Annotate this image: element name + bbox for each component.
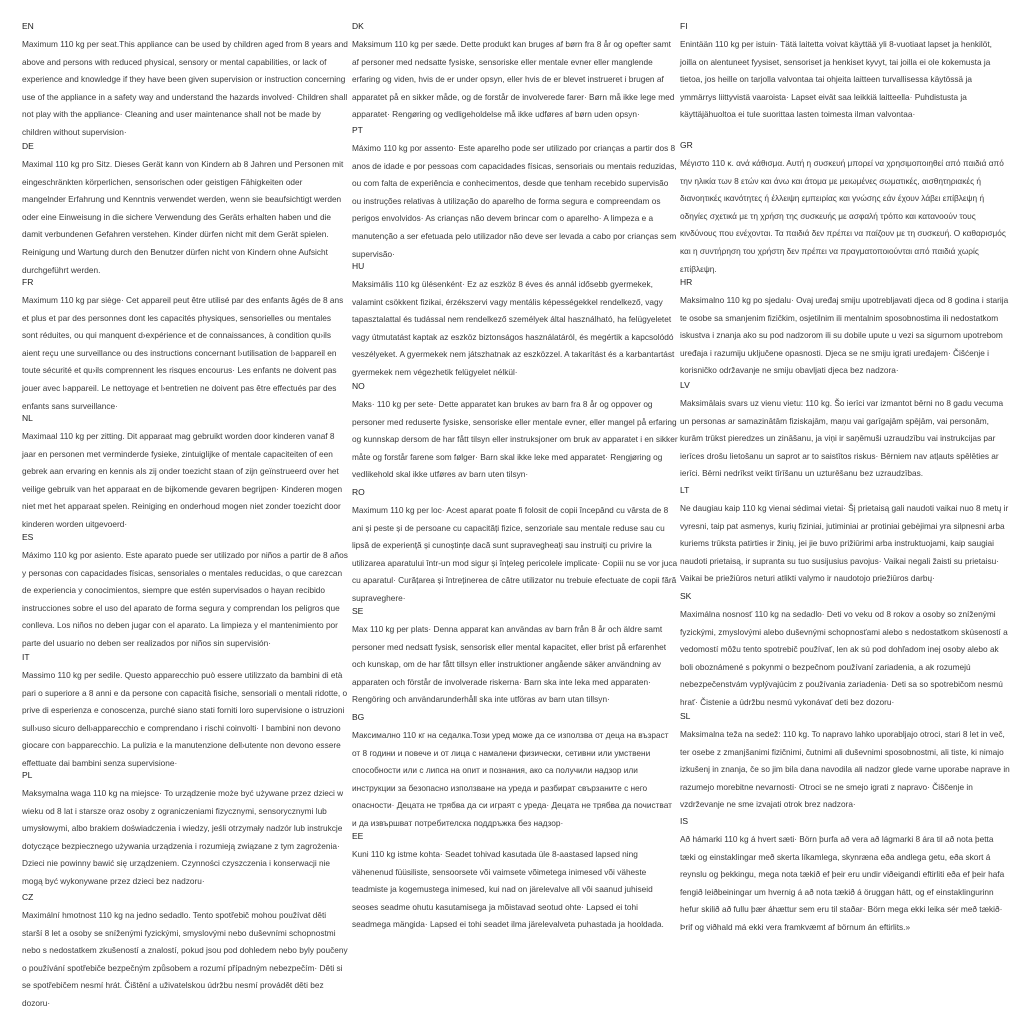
section-dk <box>352 20 678 124</box>
section-text: Maximaal 110 kg per zitting. Dit apparaat mag gebruikt worden door kinderen vanaf 8 jaar en personen met verminderde fysieke, zintuiglijke of mentale capaciteiten of een gebrek aan ervaring en kennis als zij onder toezicht staan of zijn geïnstrueerd over het veilige gebruik van het apparaat en de bijkomende gevaren begrijpen· Kinderen mogen niet met het apparaat spelen. Reiniging en onderhoud mogen niet zonder toezicht door kinderen worden uitgevoerd· <box>22 431 343 529</box>
section-se <box>352 605 678 709</box>
section-lt <box>680 484 1010 588</box>
language-code: FR <box>22 277 34 287</box>
section-text: Ne daugiau kaip 110 kg vienai sėdimai vietai· Šį prietaisą gali naudoti vaikai nuo 8 metų ir vyresni, taip pat asmenys, kurių fiziniai, jutiminiai ar protiniai gebėjimai yra silpnesni arba kuriems trūksta patirties ir žinių, jei jie buvo prižiūrimi arba instruktuojami, kaip saugiai naudoti prietaisą, ir supranta su tuo susijusius pavojus· Vaikai negali žaisti su prietaisu· Vaikai be priežiūros neturi atlikti valymo ir naudotojo priežiūros darbų· <box>680 503 1009 584</box>
language-code: FI <box>680 21 688 31</box>
section-text: Maximum 110 kg per loc· Acest aparat poate fi folosit de copii începând cu vârsta de 8 ani și peste și de persoane cu capacități fizice, senzoriale sau mentale reduse sau cu lipsă de experiență și cunoștințe dacă sunt supravegheați sau instruiți cu privire la utilizarea aparatului într-un mod sigur și înțeleg pericolele implicate· Copiii nu se vor juca cu aparatul· Curățarea și întreținerea de către utilizator nu trebuie efectuate de copii fără supraveghere· <box>352 505 678 603</box>
section-text: Máximo 110 kg por asiento. Este aparato puede ser utilizado por niños a partir de 8 años y personas con capacidades físicas, sensoriales o mentales reducidas, o que carezcan de experiencia y conocimientos, siempre que estén supervisados o hayan recibido instrucciones sobre el uso del aparato de forma segura y comprendan los peligros que conlleva. Los niños no deben jugar con el aparato. La limpieza y el mantenimiento por parte del usuario no deben ser realizados por niños sin supervisión· <box>22 550 348 648</box>
section-text: Maksymalna waga 110 kg na miejsce· To urządzenie może być używane przez dzieci w wieku od 8 lat i starsze oraz osoby z ograniczeniami fizycznymi, sensorycznymi lub umysłowymi, albo brakiem doświadczenia i wiedzy, jeśli otrzymały nadzór lub instrukcje dotyczące bezpiecznego używania urządzenia i rozumieją związane z tym zagrożenia· Dzieci nie powinny bawić się urządzeniem. Czynności czyszczenia i konserwacji nie mogą być wykonywane przez dzieci bez nadzoru· <box>22 788 344 886</box>
language-code: ES <box>22 532 34 542</box>
section-text: Kuni 110 kg istme kohta· Seadet tohivad kasutada üle 8-aastased lapsed ning vähenenud füüsiliste, sensoorsete või vaimsete võimetega inimesed või väheste teadmiste ja kogemustega inimesed, kui nad on järelevalve all või saanud juhiseid seoses seadme ohutu kasutamisega ja mõistavad seotud ohte· Lapsed ei tohi seadmega mängida· Lapsed ei tohi seadet ilma järelevalveta puhastada ja hooldada. <box>352 849 664 930</box>
section-de <box>22 140 348 279</box>
section-sk <box>680 590 1010 712</box>
section-nl <box>22 412 348 534</box>
language-code: LV <box>680 380 690 390</box>
section-is <box>680 815 1010 937</box>
language-code: HR <box>680 277 693 287</box>
section-text: Maks· 110 kg per sete· Dette apparatet kan brukes av barn fra 8 år og oppover og personer med reduserte fysiske, sensoriske eller mentale evner, eller mangel på erfaring og kunnskap dersom de har fått tilsyn eller instruksjoner om bruk av apparatet i en sikker måte og forstår farene som følger· Barn skal ikke leke med apparatet· Rengjøring og vedlikehold skal ikke utføres av barn uten tilsyn· <box>352 399 678 480</box>
section-text: Enintään 110 kg per istuin· Tätä laitetta voivat käyttää yli 8-vuotiaat lapset ja henkilöt, joilla on alentuneet fyysiset, sensoriset ja henkiset kyvyt, tai joilla ei ole kokemusta ja tietoa, jos heille on tarjolla valvontaa tai ohjeita laitteen turvallisessa käytössä ja ymmärrys liittyvistä vaaroista· Lapset eivät saa leikkiä laitteella· Puhdistusta ja käyttäjähuoltoa ei tule suorittaa lasten toimesta ilman valvontaa· <box>680 39 992 120</box>
section-es <box>22 531 348 653</box>
section-it <box>22 651 348 773</box>
language-code: LT <box>680 485 690 495</box>
section-text: Maksimālais svars uz vienu vietu: 110 kg. Šo ierīci var izmantot bērni no 8 gadu vecuma un personas ar samazinātām fiziskajām, maņu vai garīgajām spējām, vai personām, kurām trūkst pieredzes un zināšanu, ja viņi ir saņēmuši uzraudzību vai instrukcijas par ierīces drošu lietošanu un saprot ar to saistītos riskus· Bērniem nav atļauts spēlēties ar ierīci. Bērni nedrīkst veikt tīrīšanu un uzturēšanu bez uzraudzības. <box>680 398 1004 479</box>
section-text: Maksimalna teža na sedež: 110 kg. To napravo lahko uporabljajo otroci, stari 8 let in več, ter osebe z zmanjšanimi fizičnimi, čutnimi ali duševnimi sposobnostmi, ali tiste, ki nimajo izkušenj in znanja, če so jim bila dana navodila ali nadzor glede varne uporabe naprave in razumejo morebitne nevarnosti· Otroci se ne smejo igrati z napravo· Čiščenje in vzdrževanje ne sme izvajati otrok brez nadzora· <box>680 729 1010 810</box>
language-code: SK <box>680 591 692 601</box>
section-bg <box>352 711 678 833</box>
section-text: Максимално 110 кг на седалка.Този уред може да се използва от деца на възраст от 8 години и повече и от лица с намалени физически, сетивни или умствени способности или с липса на опит и познания, ако са получили надзор или инструкции за безопасно използване на уреда и разбират свързаните с него опасности· Децата не трябва да си играят с уреда· Децата не трябва да почистват и да извършват потребителска поддръжка без надзор· <box>352 730 672 828</box>
language-code: NL <box>22 413 33 423</box>
section-text: Maximum 110 kg per seat.This appliance can be used by children aged from 8 years and above and persons with reduced physical, sensory or mental capabilities, or lack of experience and knowledge if they have been given supervision or instruction concerning use of the appliance in a safety way and understand the hazards involved· Children shall not play with the appliance· Cleaning and user maintenance shall not be made by children without supervision· <box>22 39 348 137</box>
section-text: Massimo 110 kg per sedile. Questo apparecchio può essere utilizzato da bambini di età pari o superiore a 8 anni e da persone con capacità fisiche, sensoriali o mentali ridotte, o prive di esperienza e conoscenza, purché siano stati forniti loro supervisione o istruzioni sull›uso sicuro dell›apparecchio e comprendano i rischi coinvolti· I bambini non devono giocare con l›apparecchio. La pulizia e la manutenzione dell›utente non devono essere effettuate dai bambini senza supervisione· <box>22 670 348 768</box>
section-text: Maksimális 110 kg ülésenként· Ez az eszköz 8 éves és annál idősebb gyermekek, valamint csökkent fizikai, érzékszervi vagy mentális képességekkel rendelkező, vagy tapasztalattal és tudással nem rendelkező személyek által használható, ha felügyeletet vagy útmutatást kaptak az eszköz biztonságos használatáról, és megértik a kapcsolódó veszélyeket. A gyermekek nem játszhatnak az eszközzel. A takarítást és a karbantartást gyermekek nem végezhetik felügyelet nélkül· <box>352 279 675 377</box>
section-text: Máximo 110 kg por assento· Este aparelho pode ser utilizado por crianças a partir dos 8 anos de idade e por pessoas com capacidades físicas, sensoriais ou mentais reduzidas, ou com falta de experiência e conhecimentos, desde que tenham recebido supervisão ou instruções relativas à utilização do aparelho de forma segura e compreendam os perigos envolvidos· As crianças não devem brincar com o aparelho· A limpeza e a manutenção a ser efetuada pelo utilizador não deve ser levada a cabo por crianças sem supervisão· <box>352 143 677 259</box>
section-hr <box>680 276 1010 380</box>
language-code: HU <box>352 261 365 271</box>
language-code: PL <box>22 770 33 780</box>
section-text: Maximální hmotnost 110 kg na jedno sedadlo. Tento spotřebič mohou používat děti starší 8 let a osoby se sníženými fyzickými, smyslovými nebo duševními schopnostmi nebo s nedostatkem zkušeností a znalostí, pokud jsou pod dohledem nebo byly poučeny o používání spotřebiče bezpečným způsobem a rozumí případným nebezpečím· Děti si se spotřebičem nesmí hrát. Čištění a uživatelskou údržbu nesmí provádět děti bez dozoru· <box>22 910 348 1008</box>
section-hu <box>352 260 678 382</box>
language-code: IS <box>680 816 689 826</box>
language-code: CZ <box>22 892 34 902</box>
section-text: Maximum 110 kg par siège· Cet appareil peut être utilisé par des enfants âgés de 8 ans et plus et par des personnes dont les capacités physiques, sensorielles ou mentales sont réduites, ou qui manquent d›expérience et de connaissances, à condition qu›ils aient reçu une surveillance ou des instructions concernant l›utilisation de l›appareil en toute sécurité et qu›ils comprennent les risques encourus· Les enfants ne doivent pas jouer avec l›appareil. Le nettoyage et l›entretien ne doivent pas être effectués par des enfants sans surveillance· <box>22 295 344 411</box>
language-code: SE <box>352 606 364 616</box>
section-sl <box>680 710 1010 814</box>
section-text: Að hámarki 110 kg á hvert sæti· Börn þurfa að vera að lágmarki 8 ára til að nota þetta tæki og einstaklingar með skerta líkamlega, skynræna eða andlega getu, eða skort á reynslu og þekkingu, mega nota tækið ef þeir eru undir viðeigandi eftirliti eða ef þeir hafa fengið leiðbeiningar um hvernig á að nota tækið á öruggan hátt, og ef einstaklingurinn hefur skilið að fullu þær áhættur sem eru til staðar· Börn mega ekki leika sér með tækið· Þrif og viðhald má ekki vera framkvæmt af börnum án eftirlits.» <box>680 834 1005 932</box>
language-code: IT <box>22 652 30 662</box>
section-lv <box>680 379 1010 483</box>
language-code: GR <box>680 140 693 150</box>
section-text: Maksimum 110 kg per sæde. Dette produkt kan bruges af børn fra 8 år og opefter samt af personer med nedsatte fysiske, sensoriske eller mentale evner eller manglende erfaring og viden, hvis de er under opsyn, eller hvis de er blevet instrueret i brugen af apparatet på en sikker måde, og de forstår de involverede farer· Børn må ikke lege med apparatet· Rengøring og vedligeholdelse må ikke udføres af børn uden opsyn· <box>352 39 675 120</box>
section-text: Maximal 110 kg pro Sitz. Dieses Gerät kann von Kindern ab 8 Jahren und Personen mit eingeschränkten körperlichen, sensorischen oder geistigen Fähigkeiten oder mangelnder Erfahrung und Kenntnis verwendet werden, wenn sie beaufsichtigt werden oder eine Einweisung in die sichere Verwendung des Geräts erhalten haben und die damit verbundenen Gefahren verstehen. Kinder dürfen nicht mit dem Gerät spielen. Reinigung und Wartung durch den Benutzer dürfen nicht von Kindern ohne Aufsicht durchgeführt werden. <box>22 159 344 275</box>
section-fr <box>22 276 348 415</box>
language-code: NO <box>352 381 365 391</box>
section-pt <box>352 124 678 263</box>
language-code: BG <box>352 712 365 722</box>
language-code: EE <box>352 831 364 841</box>
language-code: SL <box>680 711 691 721</box>
section-text: Μέγιστο 110 κ. ανά κάθισμα. Αυτή η συσκευή μπορεί να χρησιμοποιηθεί από παιδιά από την ηλικία των 8 ετών και άνω και άτομα με μειωμένες σωματικές, αισθητηριακές ή διανοητικές ικανότητες ή έλλειψη εμπειρίας και γνώσης εάν έχουν λάβει επίβλεψη ή οδηγίες σχετικά με τη χρήση της συσκευής με ασφαλή τρόπο και κατανοούν τους κινδύνους που ενέχονται. Τα παιδιά δεν πρέπει να παίζουν με τη συσκευή. Ο καθαρισμός και η συντήρηση του χρήστη δεν πρέπει να πραγματοποιούνται από παιδιά χωρίς επίβλεψη. <box>680 158 1006 274</box>
section-pl <box>22 769 348 891</box>
language-code: RO <box>352 487 365 497</box>
section-no <box>352 380 678 484</box>
section-ee <box>352 830 678 934</box>
language-code: PT <box>352 125 363 135</box>
section-gr <box>680 139 1010 278</box>
language-code: EN <box>22 21 34 31</box>
section-cz <box>22 891 348 1013</box>
section-fi <box>680 20 1010 124</box>
section-text: Maximálna nosnosť 110 kg na sedadlo· Deti vo veku od 8 rokov a osoby so zníženými fyzickými, zmyslovými alebo duševnými schopnosťami alebo s nedostatkom skúseností a vedomostí môžu tento spotrebič používať, len ak sú pod dohľadom inej osoby alebo ak boli oboznámené s pokynmi o bezpečnom používaní zariadenia, a ak rozumejú nebezpečenstvám vyplývajúcim z používania zariadenia· Deti sa so spotrebičom nesmú hrať· Čistenie a údržbu nesmú vykonávať deti bez dozoru· <box>680 609 1008 707</box>
section-text: Max 110 kg per plats· Denna apparat kan användas av barn från 8 år och äldre samt personer med nedsatt fysisk, sensorisk eller mental kapacitet, eller brist på erfarenhet och kunskap, om de har fått tillsyn eller instruktioner angående säker användning av apparaten och förstår de involverade riskerna· Barn ska inte leka med apparaten· Rengöring och användarunderhåll ska inte utföras av barn utan tillsyn· <box>352 624 667 705</box>
section-ro <box>352 486 678 608</box>
section-text: Maksimalno 110 kg po sjedalu· Ovaj uređaj smiju upotrebljavati djeca od 8 godina i starija te osobe sa smanjenim fizičkim, osjetilnim ili mentalnim sposobnostima ili nedostatkom iskustva i znanja ako su pod nadzorom ili su dobile upute u vezi sa sigurnom upotrebom uređaja i razumiju uključene opasnosti. Djeca se ne smiju igrati uređajem· Čišćenje i korisničko održavanje ne smiju obavljati djeca bez nadzora· <box>680 295 1009 376</box>
section-en <box>22 20 348 142</box>
language-code: DE <box>22 141 34 151</box>
language-code: DK <box>352 21 364 31</box>
